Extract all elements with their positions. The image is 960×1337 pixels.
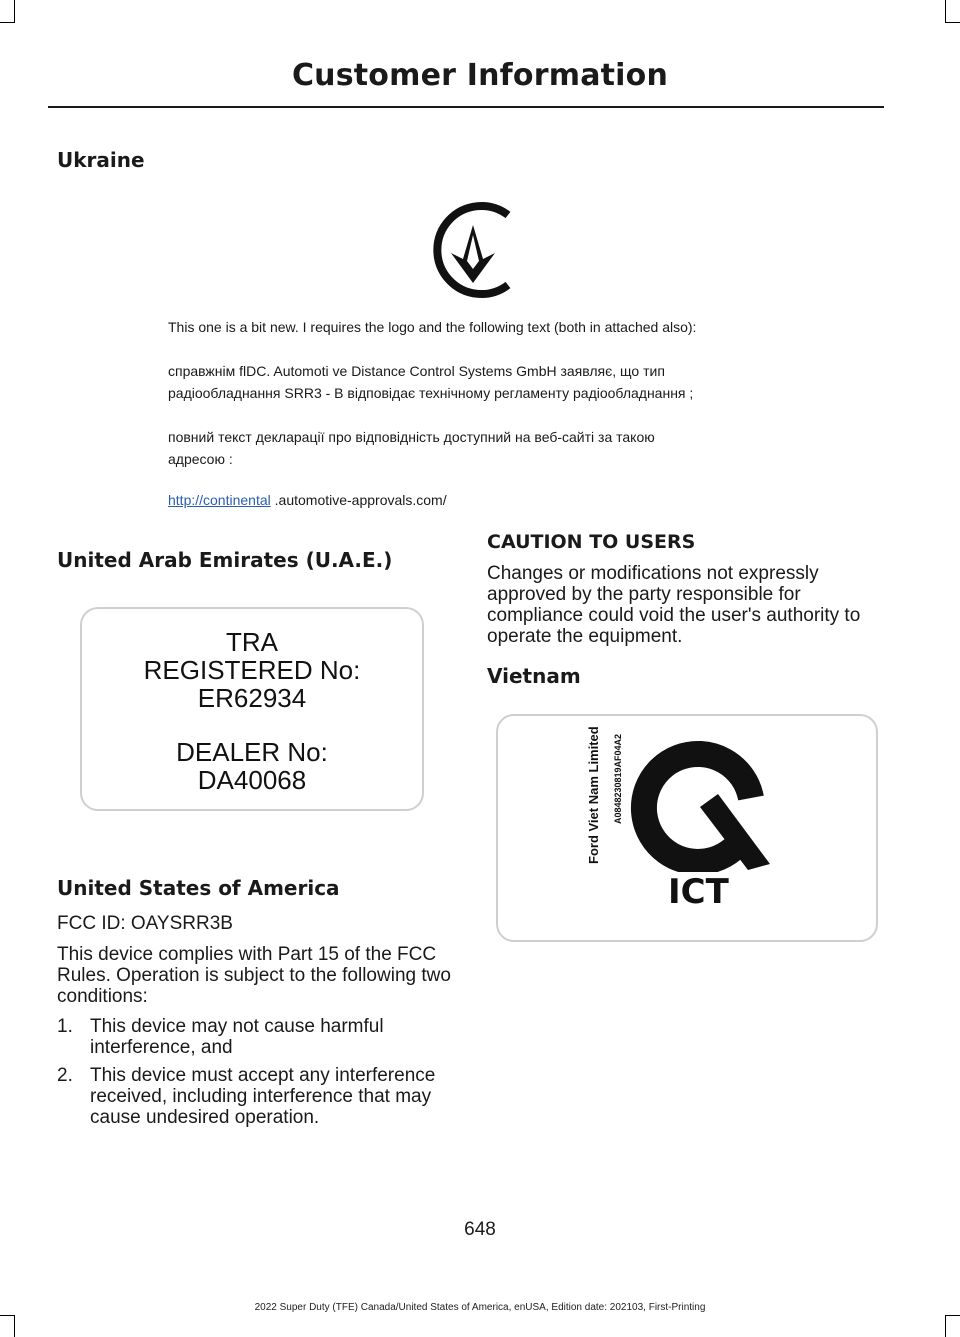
crop-mark [14,1315,15,1337]
crop-mark [0,22,15,23]
tra-registered-label: REGISTERED No: [143,655,361,685]
page-number: 648 [464,1219,496,1240]
ukraine-conformity-mark-icon [415,195,525,305]
tra-dealer-label: DEALER No: [176,737,328,767]
caution-text: Changes or modifications not expressly approved by the party responsible for compliance could void the user's authority to operate the equipment. [487,563,861,647]
crop-mark [945,0,946,22]
vietnam-heading: Vietnam [487,664,581,688]
list-number: 2. [57,1065,73,1086]
ukraine-declaration-line: повний текст декларації про відповідність доступний на веб-сайті за такою [168,429,655,445]
ukraine-url-line [168,489,808,511]
footer-text: 2022 Super Duty (TFE) Canada/United States of America, enUSA, Edition date: 202103, First-Printing [254,1302,706,1313]
ukraine-declaration-line: радіообладнання SRR3 - B відповідає технічному регламенту радіообладнання ; [168,385,694,401]
tra-registered-number: ER62934 [197,683,307,713]
fcc-compliance-text: This device complies with Part 15 of the FCC Rules. Operation is subject to the following two conditions: [57,944,451,1007]
uae-heading: United Arab Emirates (U.A.E.) [57,548,393,572]
ukraine-declaration-line: адресою : [168,451,233,467]
crop-mark [14,0,15,22]
ict-mark-text: ICT [668,872,729,912]
page-title: Customer Information [291,58,669,93]
tra-dealer-number: DA40068 [197,765,307,795]
ict-conformity-mark-icon [630,732,770,872]
crop-mark [945,1315,960,1316]
company-name-vertical: Ford Viet Nam Limited [586,726,601,864]
crop-mark [0,1315,15,1316]
ukraine-declaration-line: справжнім ﬂDC. Automoti ve Distance Control Systems GmbH заявляє, що тип [168,363,665,379]
tra-title: TRA [226,627,278,657]
crop-mark [945,22,960,23]
list-text: This device must accept any interference received, including interference that may cause undesired operation. [90,1065,436,1128]
ukraine-heading: Ukraine [57,148,145,172]
tra-label-box [80,607,424,811]
continental-link[interactable]: http://continental [168,492,271,508]
fcc-id: FCC ID: OAYSRR3B [57,913,233,934]
crop-mark [945,1315,946,1337]
product-code-vertical: A0848230819AF04A2 [613,733,623,824]
url-rest: .automotive-approvals.com/ [270,492,447,508]
ict-label-box [496,714,878,942]
list-text: This device may not cause harmful interference, and [90,1016,384,1058]
usa-heading: United States of America [57,876,340,900]
header-divider [48,106,884,108]
caution-heading: CAUTION TO USERS [487,531,696,553]
ukraine-intro: This one is a bit new. I requires the logo and the following text (both in attached also): [168,319,697,335]
list-number: 1. [57,1016,73,1037]
